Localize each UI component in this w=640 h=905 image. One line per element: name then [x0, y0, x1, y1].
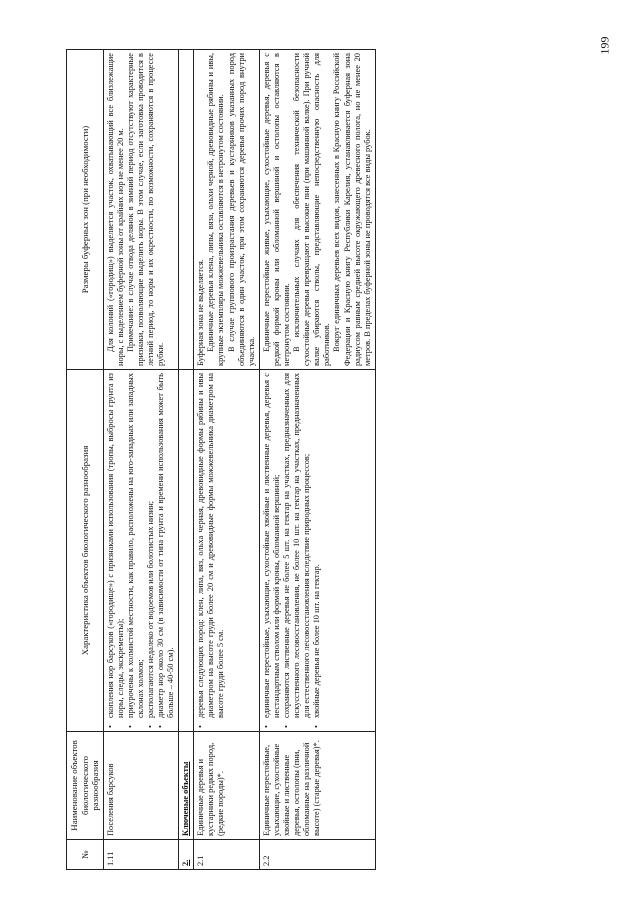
header-no: №	[67, 840, 104, 870]
table-row	[103, 50, 179, 870]
section-number: 2.	[179, 840, 194, 870]
buffer-paragraph: Для колоний («городищ») выделяется участок, охватывающий все близлежащие норы, с выделением буферной зоны от крайних нор не менее 20 м.	[105, 53, 125, 366]
buffer-paragraph: В исключительных случаях для обеспечения технической безопасности сухостойные деревья превращают в высокие пни (при машинной валке). При ручной валке убираются стволы, представляющие непосредственную опасность для работников.	[292, 53, 332, 366]
buffer-paragraph: Единичные деревья клена, липы, вяза, ольхи черной, древовидные рябины и ивы, крупные экземпляры можжевельника оставляются в нетронутом состоянии.	[206, 53, 226, 366]
row-number: 2.2	[259, 840, 375, 870]
section-title: Ключевые объекты	[179, 732, 194, 840]
empty-cell	[179, 50, 194, 370]
object-name: Единичные перестойные, усыхающие, сухостойные хвойные и лиственные деревья, остолопы (пни, обломанные на различной высоте) (старые деревья)*.	[259, 732, 375, 840]
section-row	[179, 50, 194, 870]
buffer-paragraph: Буферная зона не выделяется.	[196, 259, 206, 366]
characteristics-cell	[194, 370, 260, 732]
object-name: Единичные деревья и кустарники редких пород, (редкие породы)*.	[194, 732, 260, 840]
empty-cell	[179, 370, 194, 732]
table-row	[194, 50, 260, 870]
characteristic-item: • скопления нор барсуков («городище») с признаками использования (тропы, выбросы грунта из норы, следы, экскременты);	[106, 373, 126, 720]
biodiversity-table	[66, 49, 376, 870]
buffer-paragraph: Единичные перестойные живые, усыхающие, сухостойные деревья, деревья с редкой формой кроны или обломанной вершиной и остолопы оставляются в нетронутом состоянии.	[261, 53, 291, 366]
table-row	[259, 50, 375, 870]
header-name: Наименование объектов биологического разнообразия	[67, 732, 104, 840]
buffer-paragraph: Примечание: в случае отвода делянок в зимний период отсутствуют характерные признаки, позволяющие выделить норы. В этом случае, если заготовка проводится в летний период, то норы и их окрестности, по возможности, сохраняются в процессе рубки.	[125, 53, 165, 366]
row-number: 1.11	[103, 840, 179, 870]
characteristics-cell	[103, 370, 179, 732]
characteristic-item: • деревья следующих пород: клен, липа, вяз, ольха черная, древовидные формы рябины и ивы диаметром на высоте груди более 20 см и древовидные формы можжевельника диаметром на высоте груди более 5 см.	[196, 373, 226, 720]
characteristic-item: • приурочены к холмистой местности, как правило, расположены на юго-западных или западных склонах холмов;	[126, 373, 146, 720]
row-number: 2.1	[194, 840, 260, 870]
object-name: Поселения барсуков	[103, 732, 179, 840]
buffer-cell	[259, 50, 375, 370]
characteristic-item: • хвойные деревья не более 10 шт. на гектар.	[312, 373, 322, 720]
buffer-paragraph: В случае группового произрастания деревьев и кустарников указанных пород объединяются в один участок, при этом сохраняются деревья прочих пород внутри участка.	[226, 53, 256, 366]
characteristic-item: • диаметр нор около 30 см (в зависимости от типа грунта и времени использования может быть больше – 40-50 см).	[156, 373, 176, 720]
rotated-page	[66, 50, 611, 870]
characteristic-item: • располагаются недалеко от водоемов или болотистых низин;	[146, 373, 156, 720]
header-characteristics: Характеристика объектов биологического разнообразия	[67, 370, 104, 732]
table-header-row	[67, 50, 104, 870]
header-buffer: Размеры буферных зон (при необходимости)	[67, 50, 104, 370]
buffer-cell	[103, 50, 179, 370]
page-number: 199	[597, 36, 612, 55]
buffer-cell	[194, 50, 260, 370]
characteristic-item: • сохраняются лиственные деревья не более 5 шт. на гектар на участках, предназначенных для искусственного лесовосстановления, не более 10 шт. на гектар на участках, предназначенных для естественного лесовосстановления вследствие природных процессов;	[282, 373, 312, 720]
characteristics-cell	[259, 370, 375, 732]
buffer-paragraph: Вокруг единичных деревьев всех видов, занесенных в Красную книгу Российской Федерации и Красную книгу Республики Карелия, устанавливается буферная зона радиусом равным средней высоте окружающего древесного полога, но не менее 20 метров. В пределах буферной зоны не проводятся все виды рубок.	[332, 53, 372, 366]
characteristic-item: • единичные перестойные, усыхающие, сухостойные хвойные и лиственные деревья, деревья с нестандартным стволом или формой кроны, обломанной вершиной;	[262, 373, 282, 720]
